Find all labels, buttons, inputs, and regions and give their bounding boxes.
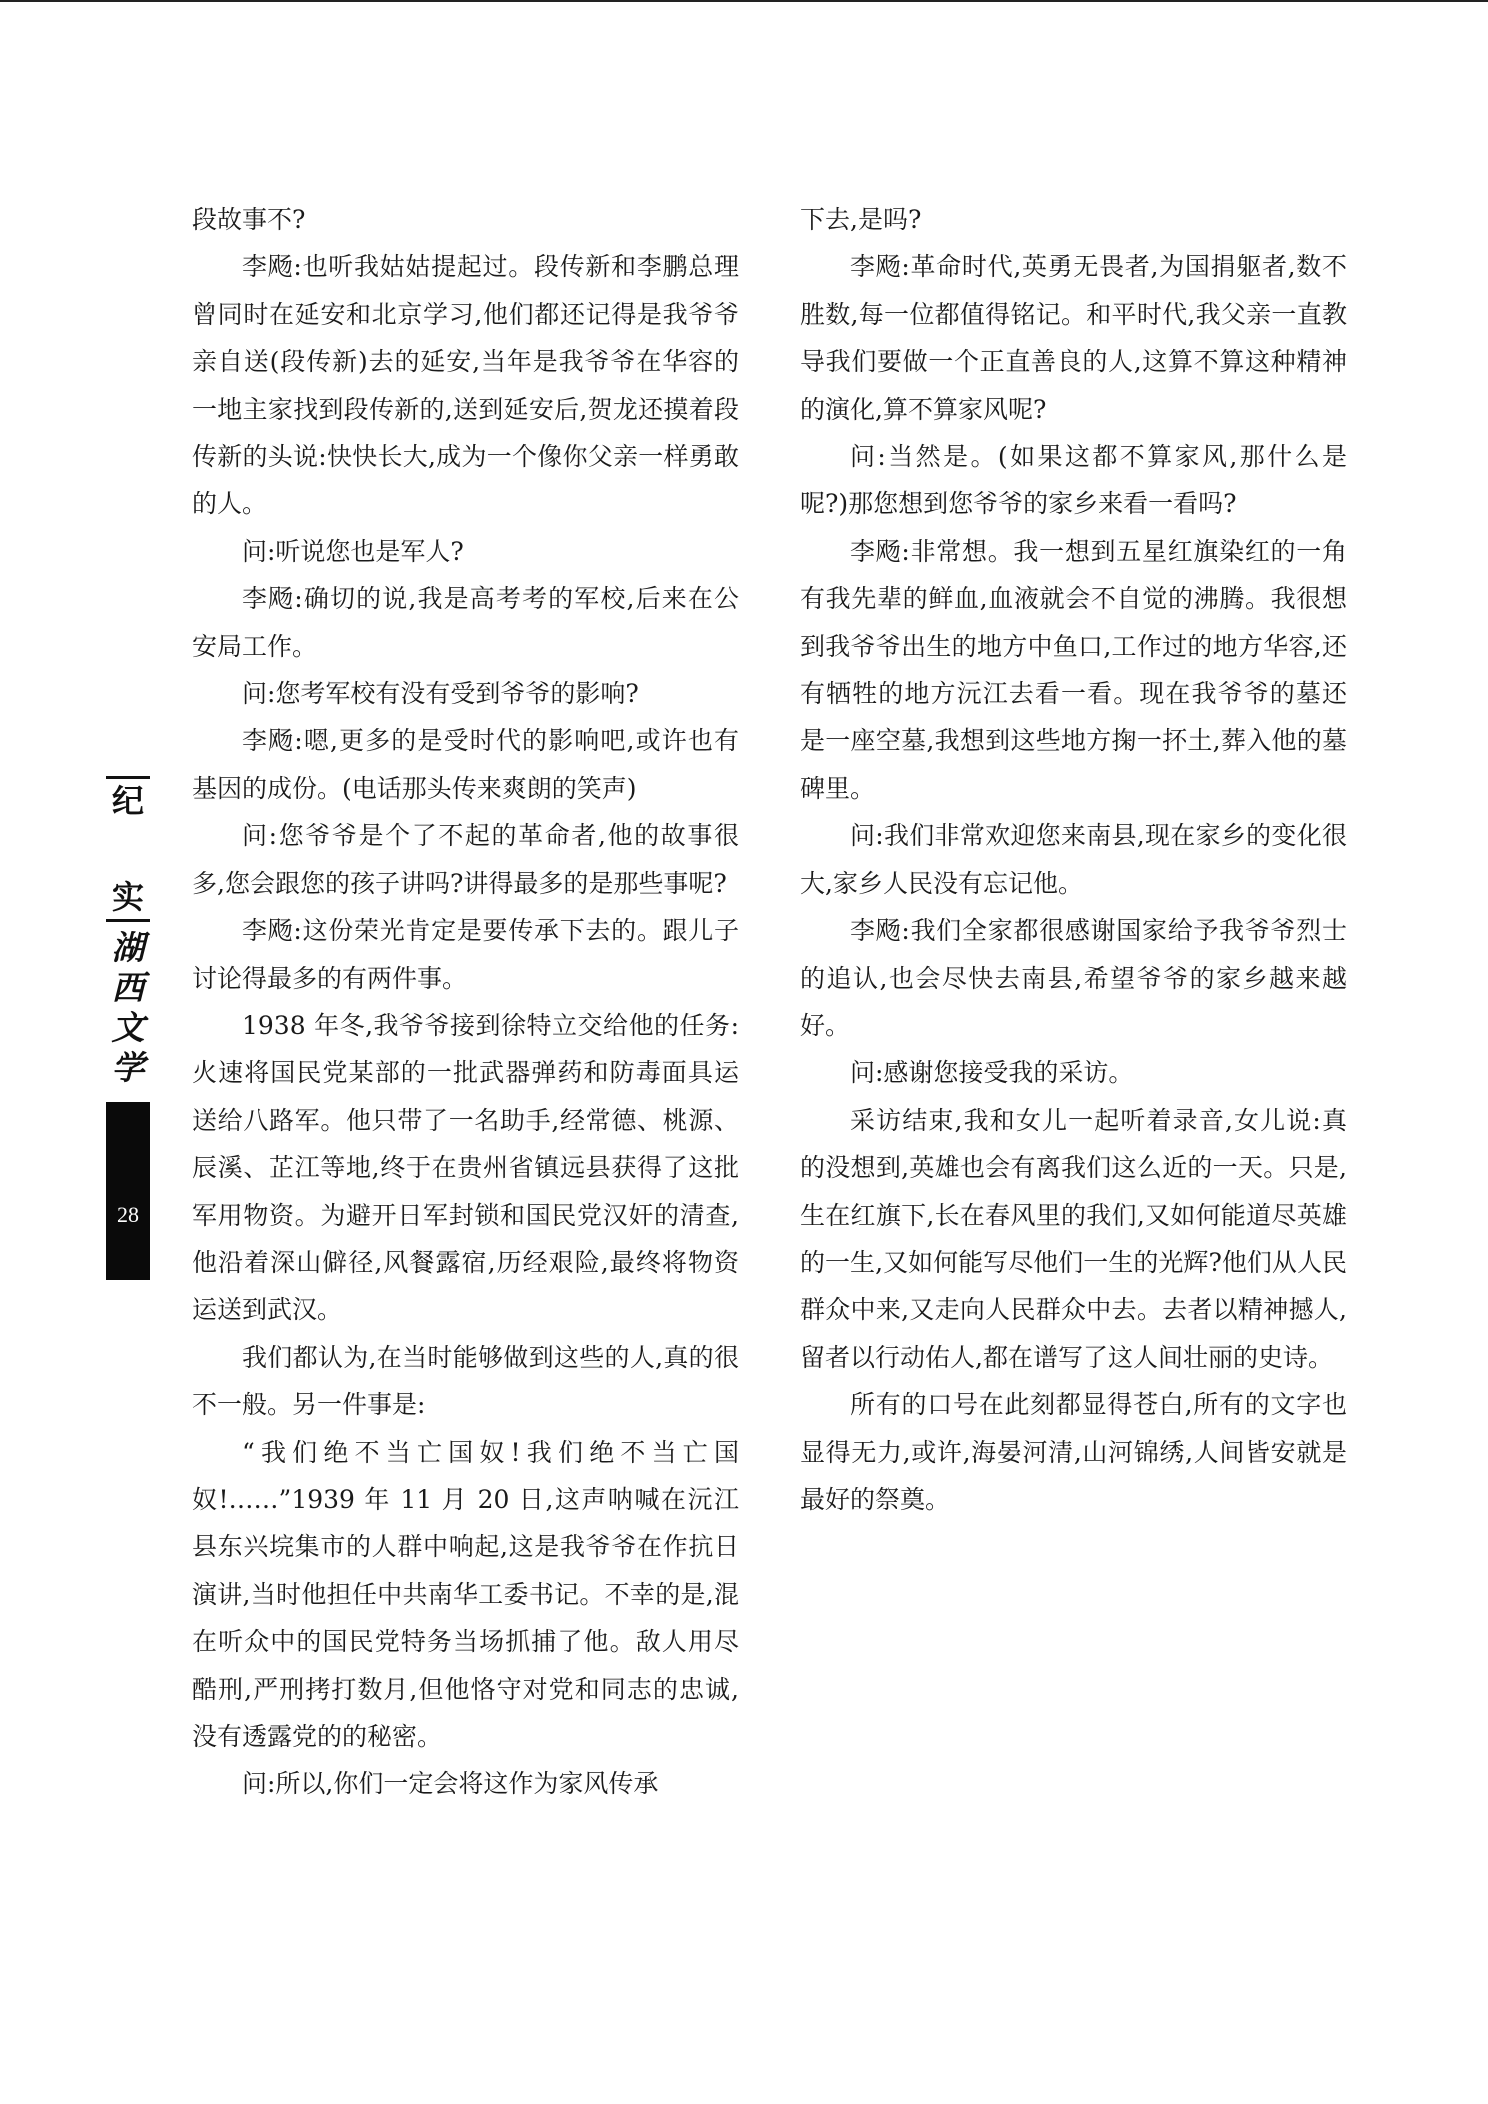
section-char: 实 — [111, 878, 144, 916]
paragraph: 所有的口号在此刻都显得苍白,所有的文字也显得无力,或许,海晏河清,山河锦绣,人间皆安就是最好的祭奠。 — [800, 1390, 1347, 1514]
paragraph: 问:您爷爷是个了不起的革命者,他的故事很多,您会跟您的孩子讲吗?讲得最多的是那些事呢? — [192, 821, 739, 898]
paragraph: 李飏:也听我姑姑提起过。段传新和李鹏总理曾同时在延安和北京学习,他们都还记得是我爷爷亲自送(段传新)去的延安,当年是我爷爷在华容的一地主家找到段传新的,送到延安后,贺龙还摸着段传新的头说:快快长大,成为一个像你父亲一样勇敢的人。 — [192, 252, 739, 519]
section-char: 纪 — [111, 782, 144, 820]
tab-divider — [106, 919, 150, 922]
magazine-name — [106, 928, 150, 1088]
paragraph: 下去,是吗? — [800, 205, 922, 234]
magazine-char: 学 — [111, 1048, 145, 1087]
paragraph: 李飏:确切的说,我是高考考的军校,后来在公安局工作。 — [192, 584, 739, 661]
paragraph: 李飏:我们全家都很感谢国家给予我爷爷烈士的追认,也会尽快去南县,希望爷爷的家乡越来越好。 — [800, 916, 1347, 1040]
paragraph: 问:您考军校有没有受到爷爷的影响? — [242, 679, 639, 709]
magazine-char: 文 — [111, 1008, 145, 1047]
paragraph: 1938 年冬,我爷爷接到徐特立交给他的任务:火速将国民党某部的一批武器弹药和防毒面具运送给八路军。他只带了一名助手,经常德、桃源、辰溪、芷江等地,终于在贵州省镇远县获得了这批军用物资。为避开日军封锁和国民党汉奸的清查,他沿着深山僻径,风餐露宿,历经艰险,最终将物资运送到武汉。 — [192, 1010, 739, 1325]
paragraph: “我们绝不当亡国奴!我们绝不当亡国奴!……”1939 年 11 月 20 日,这声呐喊在沅江县东兴垸集市的人群中响起,这是我爷爷在作抗日演讲,当时他担任中共南华工委书记。不幸的是,混在听众中的国民党特务当场抓捕了他。敌人用尽酷刑,严刑拷打数月,但他恪守对党和同志的忠诚,没有透露党的的秘密。 — [192, 1437, 739, 1751]
magazine-char: 湖 — [111, 928, 145, 967]
page-number: 28 — [117, 1202, 139, 1227]
paragraph: 问:感谢您接受我的采访。 — [850, 1058, 1134, 1088]
paragraph: 采访结束,我和女儿一起听着录音,女儿说:真的没想到,英雄也会有离我们这么近的一天。只是,生在红旗下,长在春风里的我们,又如何能道尽英雄的一生,又如何能写尽他们一生的光辉?他们从人民群众中来,又走向人民群众中去。去者以精神撼人,留者以行动佑人,都在谱写了这人间壮丽的史诗。 — [800, 1105, 1347, 1372]
paragraph: 李飏:革命时代,英勇无畏者,为国捐躯者,数不胜数,每一位都值得铭记。和平时代,我父亲一直教导我们要做一个正直善良的人,这算不算这种精神的演化,算不算家风呢? — [800, 252, 1347, 424]
section-sidebar — [106, 776, 150, 1280]
page-number-block — [106, 1102, 150, 1280]
paragraph: 问:所以,你们一定会将这作为家风传承 — [242, 1769, 659, 1799]
paragraph: 我们都认为,在当时能够做到这些的人,真的很不一般。另一件事是: — [192, 1342, 739, 1420]
paragraph: 李飏:非常想。我一想到五星红旗染红的一角有我先辈的鲜血,血液就会不自觉的沸腾。我很想到我爷爷出生的地方中鱼口,工作过的地方华容,还有牺牲的地方沅江去看一看。现在我爷爷的墓还是一座空墓,我想到这些地方掬一抔土,葬入他的墓碑里。 — [800, 536, 1347, 803]
paragraph: 问:当然是。(如果这都不算家风,那什么是呢?)那您想到您爷爷的家乡来看一看吗? — [800, 442, 1347, 519]
top-rule — [0, 0, 1488, 2]
paragraph: 段故事不? — [192, 205, 306, 234]
paragraph: 问:我们非常欢迎您来南县,现在家乡的变化很大,家乡人民没有忘记他。 — [800, 821, 1347, 898]
paragraph: 李飏:嗯,更多的是受时代的影响吧,或许也有基因的成份。(电话那头传来爽朗的笑声) — [192, 726, 739, 803]
paragraph: 李飏:这份荣光肯定是要传承下去的。跟儿子讨论得最多的有两件事。 — [192, 916, 739, 993]
left-text-column — [192, 196, 739, 1808]
paragraph: 问:听说您也是军人? — [242, 536, 464, 566]
right-text-column — [800, 196, 1347, 1523]
magazine-char: 西 — [111, 968, 145, 1007]
